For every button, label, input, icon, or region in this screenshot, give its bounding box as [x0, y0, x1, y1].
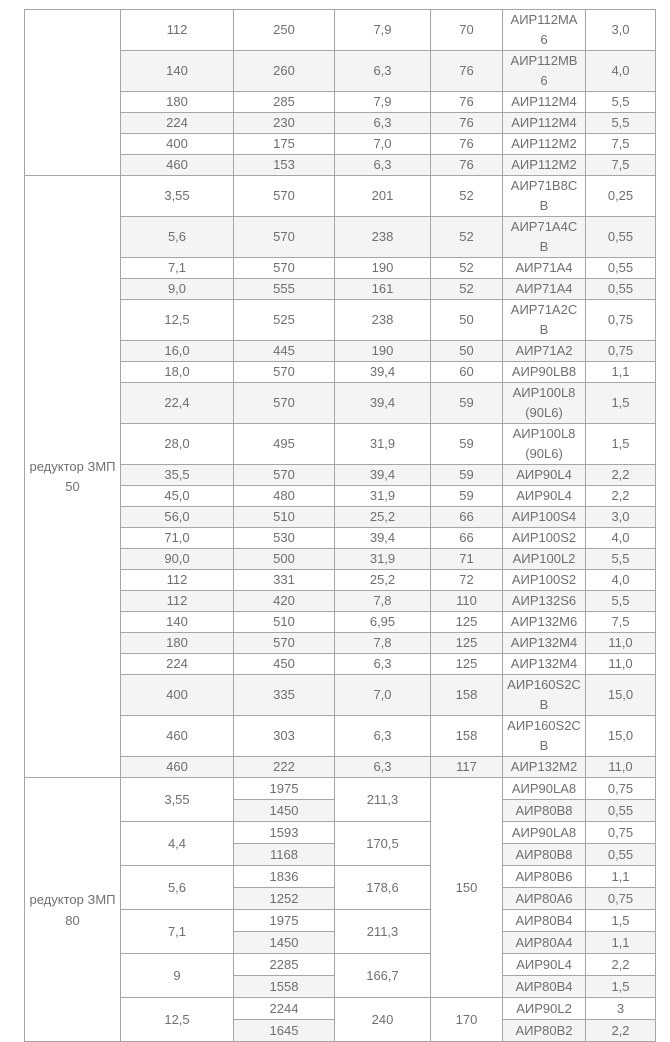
table-cell: 7,1 — [121, 258, 234, 279]
motor-model-cell: АИР80В6 — [503, 866, 586, 888]
motor-model-cell: АИР132М6 — [503, 612, 586, 633]
table-cell: 35,5 — [121, 465, 234, 486]
table-cell: 1593 — [234, 822, 335, 844]
table-cell: 0,55 — [586, 217, 656, 258]
table-cell: 28,0 — [121, 424, 234, 465]
table-cell: 0,55 — [586, 800, 656, 822]
table-cell: 5,5 — [586, 113, 656, 134]
motor-model-cell: АИР80В2 — [503, 1020, 586, 1042]
table-cell: 570 — [234, 362, 335, 383]
table-cell: 240 — [335, 998, 431, 1042]
table-cell: 72 — [431, 570, 503, 591]
motor-model-cell: АИР90LA8 — [503, 822, 586, 844]
table-cell: 15,0 — [586, 716, 656, 757]
table-cell: 140 — [121, 612, 234, 633]
table-cell: 4,0 — [586, 51, 656, 92]
table-cell: 1,5 — [586, 976, 656, 998]
table-cell: 335 — [234, 675, 335, 716]
table-cell: 460 — [121, 155, 234, 176]
motor-model-cell: АИР100L8(90L6) — [503, 424, 586, 465]
gear-motor-table-container — [24, 9, 656, 1042]
motor-model-cell: АИР132М4 — [503, 654, 586, 675]
reducer-label-cell — [25, 10, 121, 176]
table-cell: 570 — [234, 258, 335, 279]
table-cell: 1168 — [234, 844, 335, 866]
motor-model-cell: АИР90LA8 — [503, 778, 586, 800]
table-cell: 460 — [121, 716, 234, 757]
table-cell: 2,2 — [586, 486, 656, 507]
motor-model-cell: АИР112М4 — [503, 113, 586, 134]
table-cell: 7,1 — [121, 910, 234, 954]
table-cell: 6,3 — [335, 155, 431, 176]
table-cell: 5,6 — [121, 217, 234, 258]
table-cell: 190 — [335, 341, 431, 362]
table-cell: 125 — [431, 612, 503, 633]
table-cell: 153 — [234, 155, 335, 176]
table-cell: 112 — [121, 570, 234, 591]
table-cell: 76 — [431, 155, 503, 176]
table-cell: 510 — [234, 612, 335, 633]
motor-model-cell: АИР71А2СВ — [503, 300, 586, 341]
table-cell: 0,75 — [586, 300, 656, 341]
table-cell: 3,0 — [586, 507, 656, 528]
table-cell: 3,55 — [121, 778, 234, 822]
table-cell: 1645 — [234, 1020, 335, 1042]
gear-motor-specs-table — [24, 9, 656, 1042]
reducer-label-cell: редуктор ЗМП 80 — [25, 778, 121, 1042]
table-cell: 285 — [234, 92, 335, 113]
table-cell: 5,5 — [586, 549, 656, 570]
table-cell: 125 — [431, 633, 503, 654]
table-cell: 3 — [586, 998, 656, 1020]
table-cell: 6,3 — [335, 716, 431, 757]
table-cell: 31,9 — [335, 424, 431, 465]
table-cell: 1450 — [234, 800, 335, 822]
table-cell: 2,2 — [586, 465, 656, 486]
table-row — [25, 10, 656, 51]
table-cell: 211,3 — [335, 910, 431, 954]
table-cell: 190 — [335, 258, 431, 279]
motor-model-cell: АИР112М4 — [503, 92, 586, 113]
table-cell: 1558 — [234, 976, 335, 998]
table-cell: 170,5 — [335, 822, 431, 866]
table-cell: 31,9 — [335, 549, 431, 570]
table-cell: 9,0 — [121, 279, 234, 300]
motor-model-cell: АИР112МВ6 — [503, 51, 586, 92]
table-cell: 4,0 — [586, 570, 656, 591]
table-cell: 25,2 — [335, 570, 431, 591]
motor-model-cell: АИР132S6 — [503, 591, 586, 612]
table-cell: 11,0 — [586, 633, 656, 654]
table-cell: 445 — [234, 341, 335, 362]
motor-model-cell: АИР80А6 — [503, 888, 586, 910]
table-cell: 0,75 — [586, 888, 656, 910]
table-cell: 161 — [335, 279, 431, 300]
table-cell: 56,0 — [121, 507, 234, 528]
table-cell: 180 — [121, 633, 234, 654]
table-cell: 52 — [431, 217, 503, 258]
table-cell: 0,75 — [586, 341, 656, 362]
table-cell: 7,5 — [586, 612, 656, 633]
table-cell: 4,0 — [586, 528, 656, 549]
motor-model-cell: АИР71А4 — [503, 279, 586, 300]
table-cell: 112 — [121, 591, 234, 612]
table-body — [25, 10, 656, 1042]
table-cell: 570 — [234, 176, 335, 217]
table-cell: 480 — [234, 486, 335, 507]
table-cell: 16,0 — [121, 341, 234, 362]
table-cell: 2,2 — [586, 954, 656, 976]
table-cell: 525 — [234, 300, 335, 341]
motor-model-cell: АИР112МА6 — [503, 10, 586, 51]
table-cell: 66 — [431, 528, 503, 549]
table-cell: 39,4 — [335, 465, 431, 486]
table-cell: 250 — [234, 10, 335, 51]
table-cell: 7,9 — [335, 10, 431, 51]
table-cell: 570 — [234, 465, 335, 486]
table-cell: 50 — [431, 300, 503, 341]
table-cell: 1,1 — [586, 362, 656, 383]
table-cell: 52 — [431, 176, 503, 217]
motor-model-cell: АИР100S4 — [503, 507, 586, 528]
table-cell: 7,8 — [335, 591, 431, 612]
table-cell: 52 — [431, 279, 503, 300]
table-cell: 303 — [234, 716, 335, 757]
table-cell: 11,0 — [586, 757, 656, 778]
motor-model-cell: АИР132М4 — [503, 633, 586, 654]
table-cell: 39,4 — [335, 528, 431, 549]
table-cell: 66 — [431, 507, 503, 528]
table-cell: 76 — [431, 92, 503, 113]
motor-model-cell: АИР90L4 — [503, 954, 586, 976]
table-cell: 158 — [431, 675, 503, 716]
table-cell: 0,25 — [586, 176, 656, 217]
table-cell: 15,0 — [586, 675, 656, 716]
table-cell: 45,0 — [121, 486, 234, 507]
table-cell: 1975 — [234, 778, 335, 800]
table-cell: 495 — [234, 424, 335, 465]
table-row — [25, 778, 656, 800]
table-cell: 1,5 — [586, 424, 656, 465]
table-cell: 178,6 — [335, 866, 431, 910]
table-cell: 71,0 — [121, 528, 234, 549]
reducer-label-cell: редуктор ЗМП 50 — [25, 176, 121, 778]
table-cell: 1,1 — [586, 932, 656, 954]
table-cell: 450 — [234, 654, 335, 675]
motor-model-cell: АИР80В4 — [503, 910, 586, 932]
table-cell: 7,5 — [586, 155, 656, 176]
table-cell: 18,0 — [121, 362, 234, 383]
table-cell: 201 — [335, 176, 431, 217]
table-cell: 12,5 — [121, 300, 234, 341]
table-cell: 5,5 — [586, 591, 656, 612]
table-cell: 150 — [431, 778, 503, 998]
table-cell: 170 — [431, 998, 503, 1042]
table-cell: 238 — [335, 300, 431, 341]
table-cell: 180 — [121, 92, 234, 113]
table-cell: 400 — [121, 675, 234, 716]
table-cell: 1,1 — [586, 866, 656, 888]
table-cell: 71 — [431, 549, 503, 570]
table-cell: 460 — [121, 757, 234, 778]
table-cell: 211,3 — [335, 778, 431, 822]
motor-model-cell: АИР112М2 — [503, 155, 586, 176]
table-cell: 59 — [431, 383, 503, 424]
table-cell: 5,5 — [586, 92, 656, 113]
table-cell: 230 — [234, 113, 335, 134]
table-cell: 7,0 — [335, 134, 431, 155]
motor-model-cell: АИР71А4 — [503, 258, 586, 279]
table-cell: 0,55 — [586, 258, 656, 279]
motor-model-cell: АИР80В8 — [503, 844, 586, 866]
table-cell: 6,3 — [335, 654, 431, 675]
table-cell: 52 — [431, 258, 503, 279]
table-cell: 6,3 — [335, 757, 431, 778]
table-cell: 1,5 — [586, 383, 656, 424]
table-cell: 1,5 — [586, 910, 656, 932]
table-cell: 1450 — [234, 932, 335, 954]
table-cell: 9 — [121, 954, 234, 998]
table-cell: 555 — [234, 279, 335, 300]
motor-model-cell: АИР90L4 — [503, 486, 586, 507]
table-cell: 12,5 — [121, 998, 234, 1042]
table-cell: 76 — [431, 113, 503, 134]
motor-model-cell: АИР71А2 — [503, 341, 586, 362]
table-cell: 260 — [234, 51, 335, 92]
table-cell: 500 — [234, 549, 335, 570]
table-cell: 25,2 — [335, 507, 431, 528]
table-cell: 2285 — [234, 954, 335, 976]
table-row — [25, 176, 656, 217]
table-cell: 11,0 — [586, 654, 656, 675]
motor-model-cell: АИР100S2 — [503, 570, 586, 591]
table-cell: 0,75 — [586, 822, 656, 844]
table-cell: 110 — [431, 591, 503, 612]
table-cell: 3,0 — [586, 10, 656, 51]
table-cell: 59 — [431, 486, 503, 507]
table-cell: 60 — [431, 362, 503, 383]
motor-model-cell: АИР90L2 — [503, 998, 586, 1020]
table-cell: 510 — [234, 507, 335, 528]
table-cell: 90,0 — [121, 549, 234, 570]
motor-model-cell: АИР71В8СВ — [503, 176, 586, 217]
table-cell: 31,9 — [335, 486, 431, 507]
table-cell: 0,55 — [586, 279, 656, 300]
table-cell: 112 — [121, 10, 234, 51]
motor-model-cell: АИР100L8(90L6) — [503, 383, 586, 424]
table-cell: 39,4 — [335, 362, 431, 383]
table-cell: 50 — [431, 341, 503, 362]
table-cell: 222 — [234, 757, 335, 778]
table-cell: 76 — [431, 134, 503, 155]
table-cell: 59 — [431, 465, 503, 486]
motor-model-cell: АИР132М2 — [503, 757, 586, 778]
table-cell: 224 — [121, 654, 234, 675]
table-cell: 2,2 — [586, 1020, 656, 1042]
table-cell: 1975 — [234, 910, 335, 932]
table-cell: 530 — [234, 528, 335, 549]
table-cell: 224 — [121, 113, 234, 134]
table-cell: 4,4 — [121, 822, 234, 866]
motor-model-cell: АИР160S2СВ — [503, 716, 586, 757]
table-cell: 1836 — [234, 866, 335, 888]
table-cell: 0,75 — [586, 778, 656, 800]
table-cell: 1252 — [234, 888, 335, 910]
table-cell: 166,7 — [335, 954, 431, 998]
motor-model-cell: АИР80В4 — [503, 976, 586, 998]
table-cell: 2244 — [234, 998, 335, 1020]
table-cell: 22,4 — [121, 383, 234, 424]
table-cell: 570 — [234, 217, 335, 258]
table-cell: 6,3 — [335, 113, 431, 134]
table-cell: 117 — [431, 757, 503, 778]
table-cell: 3,55 — [121, 176, 234, 217]
motor-model-cell: АИР80А4 — [503, 932, 586, 954]
table-cell: 59 — [431, 424, 503, 465]
table-cell: 175 — [234, 134, 335, 155]
table-cell: 331 — [234, 570, 335, 591]
motor-model-cell: АИР80В8 — [503, 800, 586, 822]
table-cell: 140 — [121, 51, 234, 92]
motor-model-cell: АИР160S2СВ — [503, 675, 586, 716]
motor-model-cell: АИР71А4СВ — [503, 217, 586, 258]
motor-model-cell: АИР112М2 — [503, 134, 586, 155]
table-cell: 125 — [431, 654, 503, 675]
table-cell: 70 — [431, 10, 503, 51]
motor-model-cell: АИР90L4 — [503, 465, 586, 486]
table-cell: 39,4 — [335, 383, 431, 424]
table-cell: 400 — [121, 134, 234, 155]
table-cell: 158 — [431, 716, 503, 757]
table-cell: 5,6 — [121, 866, 234, 910]
table-cell: 6,95 — [335, 612, 431, 633]
table-cell: 7,5 — [586, 134, 656, 155]
table-cell: 0,55 — [586, 844, 656, 866]
table-cell: 420 — [234, 591, 335, 612]
motor-model-cell: АИР100S2 — [503, 528, 586, 549]
table-cell: 570 — [234, 383, 335, 424]
table-cell: 238 — [335, 217, 431, 258]
motor-model-cell: АИР90LB8 — [503, 362, 586, 383]
table-cell: 76 — [431, 51, 503, 92]
table-cell: 7,8 — [335, 633, 431, 654]
motor-model-cell: АИР100L2 — [503, 549, 586, 570]
table-cell: 570 — [234, 633, 335, 654]
table-cell: 6,3 — [335, 51, 431, 92]
table-cell: 7,9 — [335, 92, 431, 113]
table-cell: 7,0 — [335, 675, 431, 716]
